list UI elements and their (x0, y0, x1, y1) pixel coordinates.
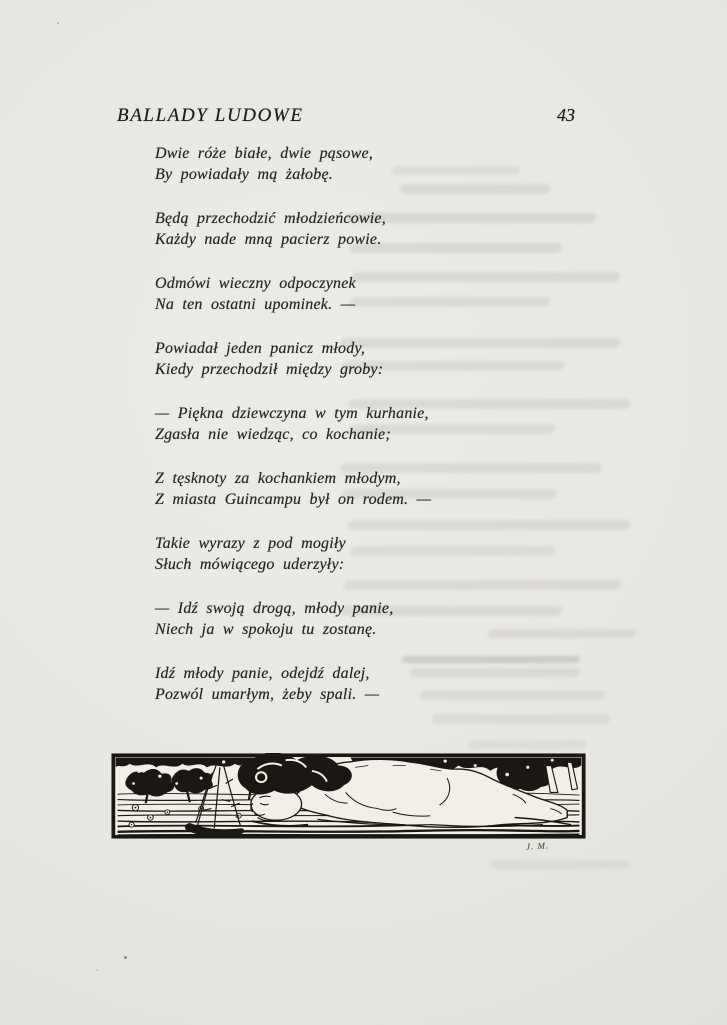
poem-line: Idź młody panie, odejdź dalej, (155, 665, 370, 682)
poem-line: Niech ja w spokoju tu zostanę. (155, 621, 377, 638)
showthrough-line (489, 860, 631, 869)
poem-line: Dwie róże białe, dwie pąsowe, (155, 145, 373, 162)
page-title: BALLADY LUDOWE (117, 105, 304, 126)
poem-line: Z miasta Guincampu był on rodem. — (155, 491, 432, 508)
poem-line: By powiadały mą żałobę. (155, 166, 333, 183)
poem-line: — Idź swoją drogą, młody panie, (155, 600, 394, 617)
stanza (155, 208, 575, 250)
poem-line: Pozwól umarłym, żeby spali. — (155, 686, 380, 703)
stanza (155, 143, 575, 185)
stanza (155, 338, 575, 380)
poem-line: Kiedy przechodził między groby: (155, 361, 384, 378)
page-number: 43 (557, 105, 575, 125)
poem-line: Takie wyrazy z pod mogiły (155, 535, 346, 552)
poem-line: — Piękna dziewczyna w tym kurhanie, (155, 405, 429, 422)
poem-line: Powiadał jeden panicz młody, (155, 340, 366, 357)
illustration-image (111, 753, 586, 839)
dust-speck (96, 969, 98, 971)
stanza (155, 663, 575, 705)
stanza (155, 468, 575, 510)
poem-line: Zgasła nie wiedząc, co kochanie; (155, 426, 391, 443)
poem-line: Z tęsknoty za kochankiem młodym, (155, 470, 401, 487)
stanza (155, 598, 575, 640)
poem-line: Każdy nade mną pacierz powie. (155, 231, 382, 248)
poem-line: Słuch mówiącego uderzyły: (155, 556, 345, 573)
stanza (155, 403, 575, 445)
illustration (111, 753, 586, 853)
illustration-signature: J. M. (525, 840, 550, 852)
poem-line: Będą przechodzić młodzieńcowie, (155, 210, 386, 227)
poem (155, 143, 575, 728)
dust-speck (57, 22, 59, 24)
stanza (155, 273, 575, 315)
showthrough-line (467, 740, 587, 749)
poem-line: Odmówi wieczny odpoczynek (155, 275, 356, 292)
poem-line: Na ten ostatni upominek. — (155, 296, 356, 313)
stanza (155, 533, 575, 575)
dust-speck (124, 956, 127, 959)
